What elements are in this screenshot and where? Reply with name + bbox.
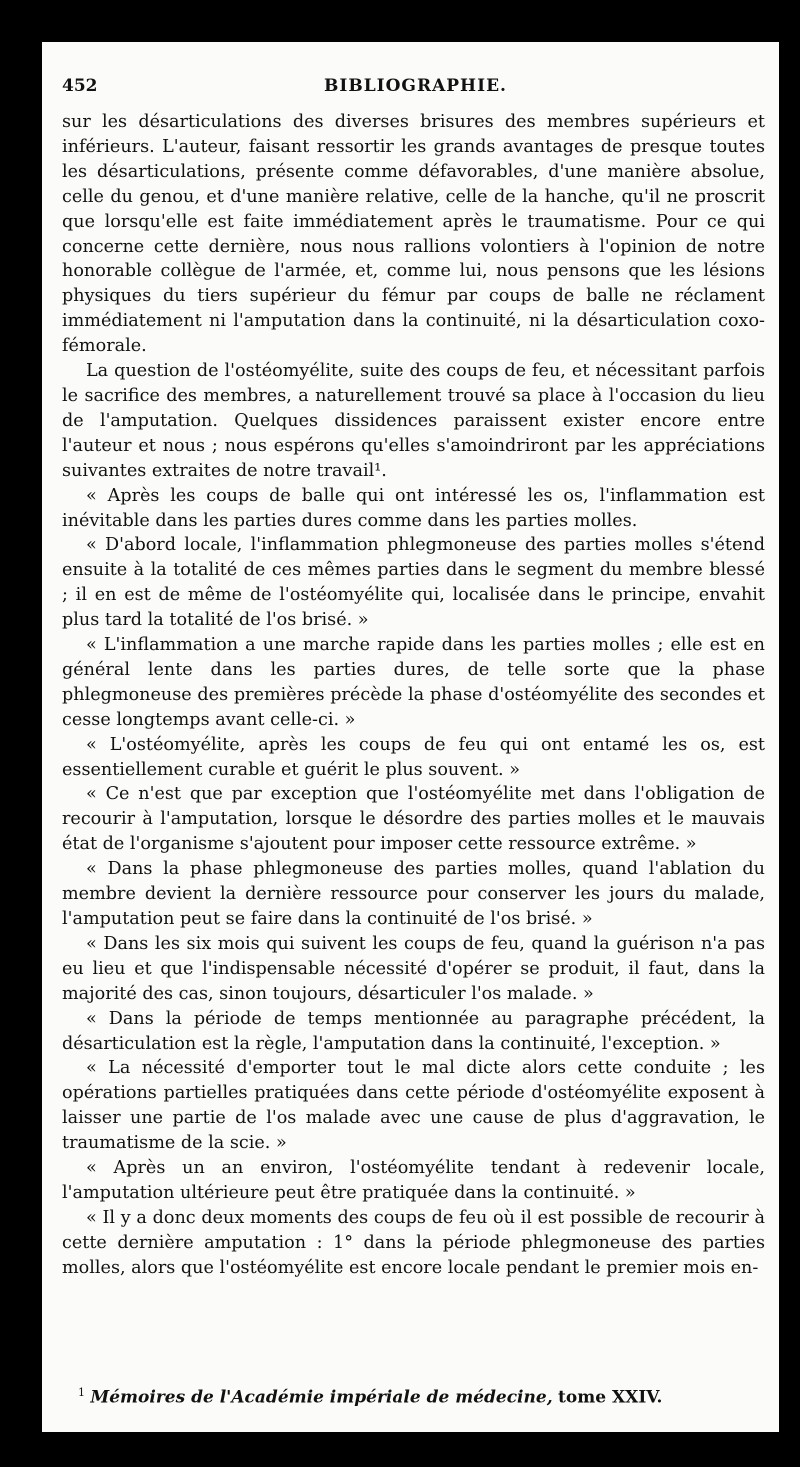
quote-paragraph: « Ce n'est que par exception que l'ostéomyélite met dans l'obligation de recourir à l'amputation, lorsque le désordre des parties molles et le mauvais état de l'organisme s'ajoutent pour imposer cette ressource extrême. » (62, 784, 765, 855)
paragraph: sur les désarticulations des diverses brisures des membres supérieurs et inférieurs. L'auteur, faisant ressortir les grands avantages de presque toutes les désarticulations, présente comme défavorables, d'une manière absolue, celle du genou, et d'une manière relative, celle de la hanche, qu'il ne proscrit que lorsqu'elle est faite immédiatement après le traumatisme. Pour ce qui concerne cette dernière, nous nous rallions volontiers à l'opinion de notre honorable collègue de l'armée, et, comme lui, nous pensons que les lésions physiques du tiers supérieur du fémur par coups de balle ne réclament immédiatement ni l'amputation dans la continuité, ni la désarticulation coxo-fémorale. (62, 112, 765, 357)
running-title: BIBLIOGRAPHIE. (324, 76, 507, 96)
quote-paragraph: « Dans la période de temps mentionnée au paragraphe précédent, la désarticulation est la règle, l'amputation dans la continuité, l'exception. » (62, 1008, 765, 1054)
quote-paragraph: « Il y a donc deux moments des coups de feu où il est possible de recourir à cette dernière amputation : 1° dans la période phlegmoneuse des parties molles, alors que l'ostéomyélite est encore locale pendant le premier mois en- (62, 1207, 765, 1278)
quote-paragraph: « Après les coups de balle qui ont intéressé les os, l'inflammation est inévitable dans les parties dures comme dans les parties molles. (62, 485, 765, 531)
footnote-title: Mémoires de l'Académie impériale de médecine, (90, 1387, 553, 1408)
quote-paragraph: « D'abord locale, l'inflammation phlegmoneuse des parties molles s'étend ensuite à la totalité de ces mêmes parties dans le segment du membre blessé ; il en est de même de l'ostéomyélite qui, localisée dans le principe, envahit plus tard la totalité de l'os brisé. » (62, 535, 765, 631)
quote-paragraph: « Dans la phase phlegmoneuse des parties molles, quand l'ablation du membre devient la dernière ressource pour conserver les jours du malade, l'amputation peut se faire dans la continuité de l'os brisé. » (62, 859, 765, 929)
quote-paragraph: « Après un an environ, l'ostéomyélite tendant à redevenir locale, l'amputation ultérieure peut être pratiquée dans la continuité. » (62, 1158, 765, 1203)
footnote (62, 1382, 765, 1409)
book-page (42, 42, 779, 1432)
page-header (62, 76, 769, 102)
page-number: 452 (62, 76, 98, 96)
quote-paragraph: « L'ostéomyélite, après les coups de feu qui ont entamé les os, est essentiellement curable et guérit le plus souvent. » (62, 734, 765, 780)
footnote-marker: 1 (78, 1386, 85, 1399)
quote-paragraph: « L'inflammation a une marche rapide dans les parties molles ; elle est en général lente dans les parties dures, de telle sorte que la phase phlegmoneuse des premières précède la phase d'ostéomyélite des secondes et cesse longtemps avant celle-ci. » (62, 635, 765, 730)
body-text (62, 110, 765, 1281)
quote-paragraph: « Dans les six mois qui suivent les coups de feu, quand la guérison n'a pas eu lieu et que l'indispensable nécessité d'opérer se produit, il faut, dans la majorité des cas, sinon toujours, désarticuler l'os malade. » (62, 933, 765, 1004)
footnote-volume: tome XXIV. (558, 1387, 663, 1408)
quote-paragraph: « La nécessité d'emporter tout le mal dicte alors cette conduite ; les opérations partielles pratiquées dans cette période d'ostéomyélite exposent à laisser une partie de l'os malade avec une cause de plus d'aggravation, le traumatisme de la scie. » (62, 1058, 765, 1154)
paragraph: La question de l'ostéomyélite, suite des coups de feu, et nécessitant parfois le sacrifice des membres, a naturellement trouvé sa place à l'occasion du lieu de l'amputation. Quelques dissidences paraissent exister encore entre l'auteur et nous ; nous espérons qu'elles s'amoindriront par les appréciations suivantes extraites de notre travail¹. (62, 361, 765, 481)
